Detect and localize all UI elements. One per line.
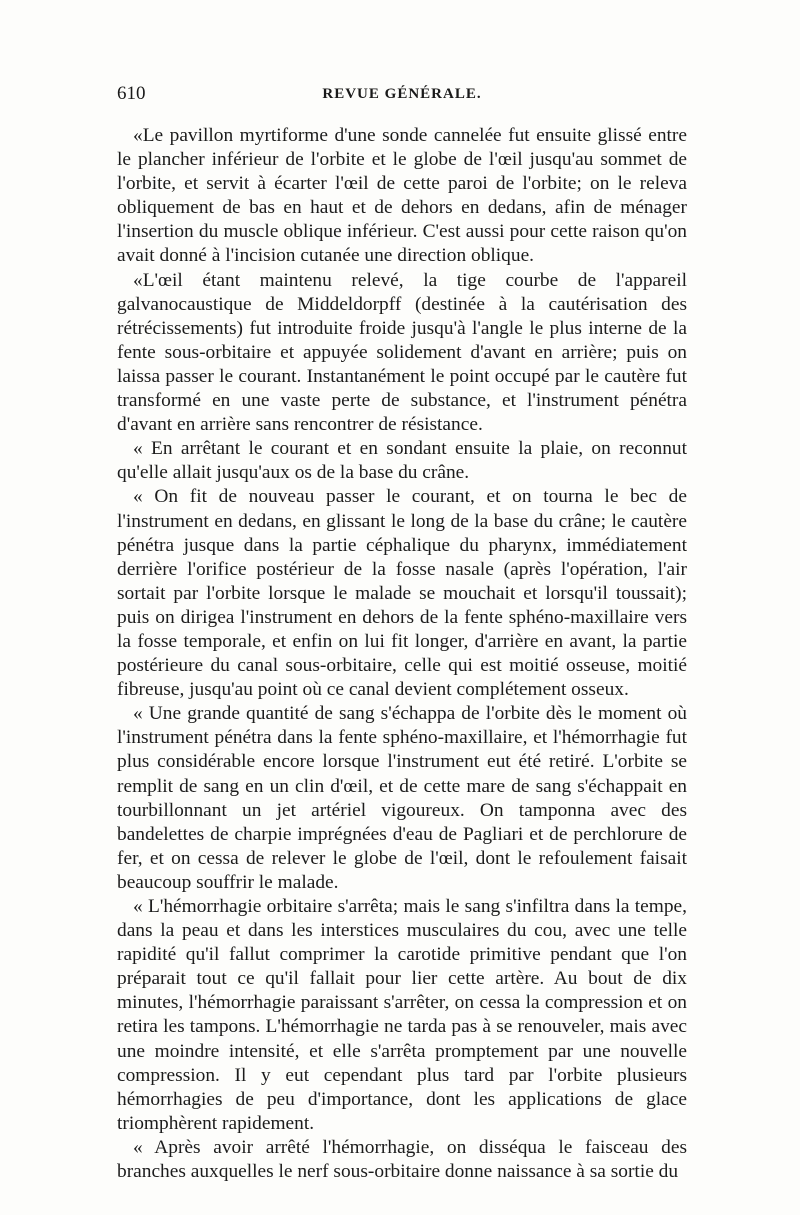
paragraph: « On fit de nouveau passer le courant, et on tourna le bec de l'instrument en dedans, en glissant le long de la base du crâne; le cautère pénétra jusque dans la partie céphalique du pharynx, immédiatement derrière l'orifice postérieur de la fosse nasale (après l'opération, l'air sortait par l'orbite lorsque le malade se mouchait et lorsqu'il toussait); puis on dirigea l'instrument en dehors de la fente sphéno-maxillaire vers la fosse temporale, et enfin on lui fit longer, d'arrière en avant, la partie postérieure du canal sous-orbitaire, celle qui est moitié osseuse, moitié fibreuse, jusqu'au point où ce canal devient complétement osseux. — [117, 486, 687, 701]
paragraph: «L'œil étant maintenu relevé, la tige courbe de l'appareil galvanocaustique de Middeldorpff (destinée à la cautérisation des rétrécissements) fut introduite froide jusqu'à l'angle le plus interne de la fente sous-orbitaire et appuyée solidement d'avant en arrière; puis on laissa passer le courant. Instantanément le point occupé par le cautère fut transformé en une vaste perte de substance, et l'instrument pénétra d'avant en arrière sans rencontrer de résistance. — [117, 269, 687, 436]
running-title: REVUE GÉNÉRALE. — [322, 86, 482, 102]
body-text — [117, 124, 687, 1184]
page-number: 610 — [117, 83, 146, 104]
paragraph: « Après avoir arrêté l'hémorrhagie, on disséqua le faisceau des branches auxquelles le nerf sous-orbitaire donne naissance à sa sortie du — [117, 1136, 687, 1183]
paragraph: « L'hémorrhagie orbitaire s'arrêta; mais le sang s'infiltra dans la tempe, dans la peau et dans les interstices musculaires du cou, avec une telle rapidité qu'il fallut comprimer la carotide primitive pendant que l'on préparait tout ce qu'il fallait pour lier cette artère. Au bout de dix minutes, l'hémorrhagie paraissant s'arrêter, on cessa la compression et on retira les tampons. L'hémorrhagie ne tarda pas à se renouveler, mais avec une moindre intensité, et elle s'arrêta promptement par une nouvelle compression. Il y eut cependant plus tard par l'orbite plusieurs hémorrhagies de peu d'importance, dont les applications de glace triomphèrent rapidement. — [117, 896, 687, 1134]
paragraph: « Une grande quantité de sang s'échappa de l'orbite dès le moment où l'instrument pénétra dans la fente sphéno-maxillaire, et l'hémorrhagie fut plus considérable encore lorsque l'instrument eut été retiré. L'orbite se remplit de sang en un clin d'œil, et de cette mare de sang s'échappait en tourbillonnant un jet artériel vigoureux. On tamponna avec des bandelettes de charpie imprégnées d'eau de Pagliari et de perchlorure de fer, et on cessa de relever le globe de l'œil, dont le refoulement faisait beaucoup souffrir le malade. — [117, 703, 687, 893]
paragraph: «Le pavillon myrtiforme d'une sonde cannelée fut ensuite glissé entre le plancher inférieur de l'orbite et le globe de l'œil jusqu'au sommet de l'orbite, et servit à écarter l'œil de cette paroi de l'orbite; on le releva obliquement de bas en haut et de dehors en dedans, afin de ménager l'insertion du muscle oblique inférieur. C'est aussi pour cette raison qu'on avait donné à l'incision cutanée une direction oblique. — [117, 125, 687, 267]
paragraph: « En arrêtant le courant et en sondant ensuite la plaie, on reconnut qu'elle allait jusqu'aux os de la base du crâne. — [117, 438, 687, 484]
page-header — [117, 80, 687, 108]
